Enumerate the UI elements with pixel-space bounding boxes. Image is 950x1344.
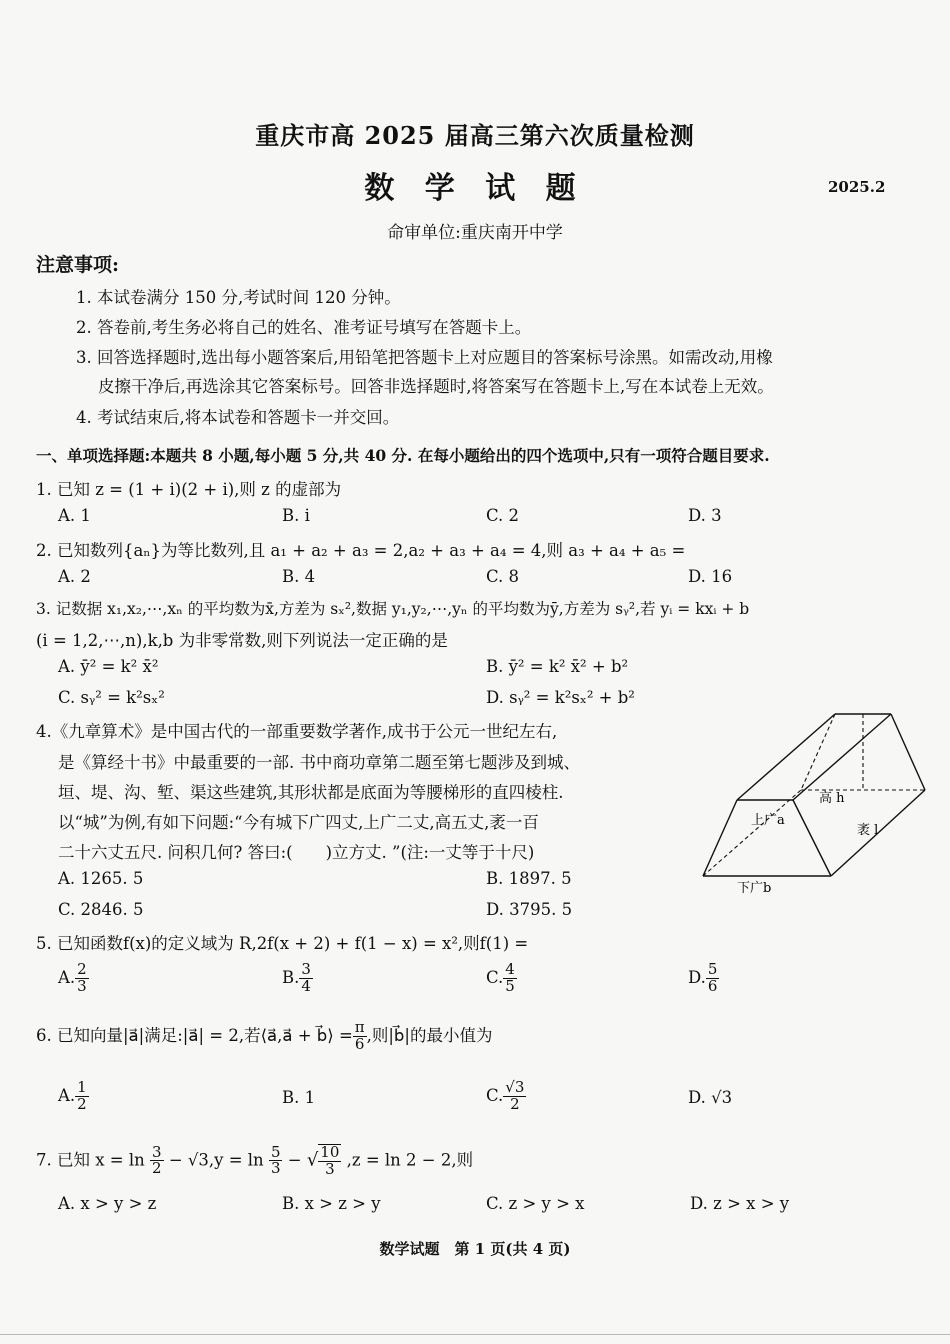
q5-option-c: C. $\frac{4}{5}$ [486,960,515,995]
q6-option-a: A. $\frac{1}{2}$ [58,1078,87,1113]
question-4-line-1: 4.《九章算术》是中国古代的一部重要数学著作,成书于公元一世纪左右, [36,722,558,741]
question-7-stem: 7. 已知 x = ln $\frac{3}{2}$ − √3,y = ln $\frac{5}{3}$ − √ $\frac{10}{3}$ ,z = ln 2 − 2,则 [36,1142,474,1178]
q3-option-c: C. sᵧ² = k²sₓ² [58,688,165,707]
q4-option-a: A. 1265. 5 [58,869,144,888]
question-6-stem: 6. 已知向量|a⃗|满足:|a⃗| = 2,若⟨a⃗,a⃗ + b⃗⟩ = $\frac{\pi}{6}$ ,则|b⃗|的最小值为 [36,1018,493,1053]
q1-option-c: C. 2 [486,506,520,525]
q2-option-c: C. 8 [486,567,520,586]
notice-item-3-cont: 皮擦干净后,再选涂其它答案标号。回答非选择题时,将答案写在答题卡上,写在本试卷上无效。 [98,377,774,396]
q6-option-b: B. 1 [282,1088,316,1107]
q7-option-b: B. x > z > y [282,1194,381,1213]
page-bottom-divider [0,1334,950,1335]
figure-label-length: 袤 l [857,823,879,838]
question-4-line-4: 以“城”为例,有如下问题:“今有城下广四丈,上广二丈,高五丈,袤一百 [58,813,539,832]
exam-date: 2025.2 [828,178,886,196]
q2-option-d: D. 16 [688,567,733,586]
q5-option-b: B. $\frac{3}{4}$ [282,960,311,995]
q7-option-d: D. z > x > y [690,1194,790,1213]
figure-label-bottom-width: 下广b [737,881,772,896]
q3-option-b: B. ȳ² = k² x̄² + b² [486,657,629,676]
section-title: 一、单项选择题:本题共 8 小题,每小题 5 分,共 40 分. 在每小题给出的四个选项中,只有一项符合题目要求. [36,446,770,465]
question-4-line-5: 二十六丈五尺. 问积几何? 答曰:( )立方丈. ”(注:一丈等于十尺) [58,843,535,862]
q4-option-d: D. 3795. 5 [486,900,573,919]
q6-option-c: C. $\frac{√3}{2}$ [486,1078,525,1113]
figure-label-top-width: 上广a [751,813,785,828]
setting-unit: 命审单位:重庆南开中学 [387,223,563,243]
q5-option-d: D. $\frac{5}{6}$ [688,960,718,995]
question-4-line-3: 垣、堤、沟、堑、渠这些建筑,其形状都是底面为等腰梯形的直四棱柱. [58,783,564,802]
q7-option-a: A. x > y > z [58,1194,157,1213]
notice-title: 注意事项: [36,254,120,276]
q3-option-d: D. sᵧ² = k²sₓ² + b² [486,688,635,707]
question-3-line-2: (i = 1,2,⋯,n),k,b 为非零常数,则下列说法一定正确的是 [36,631,448,650]
question-5-stem: 5. 已知函数f(x)的定义域为 R,2f(x + 2) + f(1 − x) = x²,则f(1) = [36,934,529,953]
q2-option-b: B. 4 [282,567,316,586]
q3-option-a: A. ȳ² = k² x̄² [58,657,159,676]
q1-option-b: B. i [282,506,310,525]
q6-option-d: D. √3 [688,1088,733,1107]
q7-option-c: C. z > y > x [486,1194,585,1213]
page-footer: 数学试题 第 1 页(共 4 页) [379,1240,571,1258]
q4-option-c: C. 2846. 5 [58,900,144,919]
figure-label-height: 高 h [819,791,845,806]
notice-item-2: 2. 答卷前,考生务必将自己的姓名、准考证号填写在答题卡上。 [76,318,532,337]
question-2-stem: 2. 已知数列{aₙ}为等比数列,且 a₁ + a₂ + a₃ = 2,a₂ + a₃ + a₄ = 4,则 a₃ + a₄ + a₅ = [36,541,686,560]
question-3-line-1: 3. 记数据 x₁,x₂,⋯,xₙ 的平均数为x̄,方差为 sₓ²,数据 y₁,y₂,⋯,yₙ 的平均数为ȳ,方差为 sᵧ²,若 yᵢ = kxᵢ + b [36,600,750,618]
subject-title: 数 学 试 题 [364,171,586,206]
q5-option-a: A. $\frac{2}{3}$ [58,960,87,995]
q1-option-d: D. 3 [688,506,722,525]
q1-option-a: A. 1 [58,506,91,525]
exam-series-title: 重庆市高 2025 届高三第六次质量检测 [255,121,695,150]
notice-item-1: 1. 本试卷满分 150 分,考试时间 120 分钟。 [76,288,401,307]
q2-option-a: A. 2 [58,567,91,586]
notice-item-4: 4. 考试结束后,将本试卷和答题卡一并交回。 [76,408,400,427]
question-1-stem: 1. 已知 z = (1 + i)(2 + i),则 z 的虚部为 [36,480,342,499]
question-4-line-2: 是《算经十书》中最重要的一部. 书中商功章第二题至第七题涉及到城、 [58,753,580,772]
notice-item-3: 3. 回答选择题时,选出每小题答案后,用铅笔把答题卡上对应题目的答案标号涂黑。如需改动,用橡 [76,348,773,367]
q4-option-b: B. 1897. 5 [486,869,572,888]
trapezoid-prism-figure [695,708,930,898]
